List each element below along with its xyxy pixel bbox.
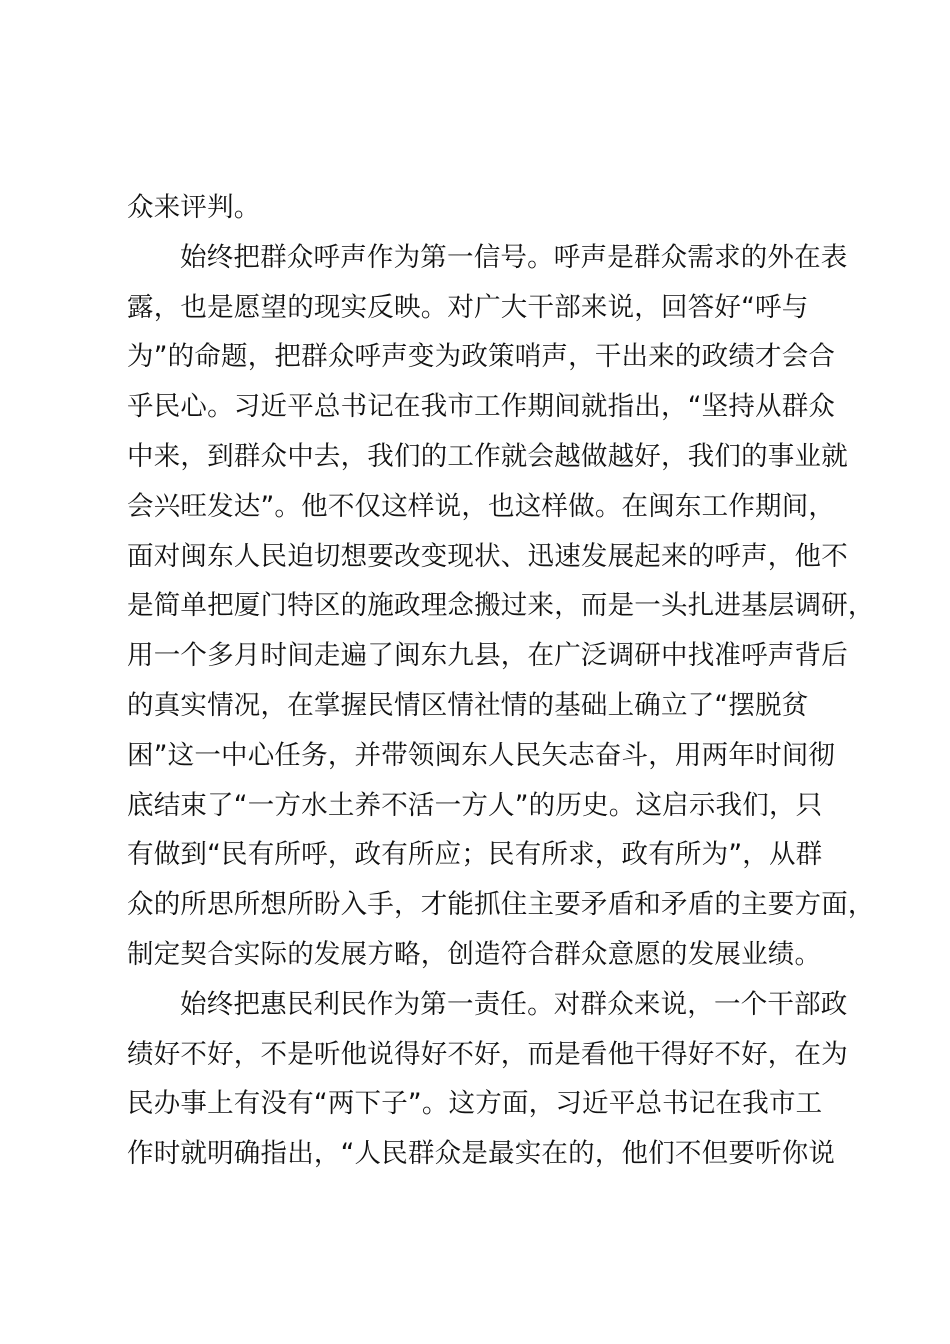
text-line: 乎民心。习近平总书记在我市工作期间就指出，“坚持从群众	[127, 391, 836, 423]
text-line: 的真实情况，在掌握民情区情社情的基础上确立了“摆脱贫	[127, 689, 809, 721]
text-line: 民办事上有没有“两下子”。这方面，习近平总书记在我市工	[127, 1088, 823, 1120]
text-line: 用一个多月时间走遍了闽东九县，在广泛调研中找准呼声背后	[127, 640, 848, 672]
text-line: 中来，到群众中去，我们的工作就会越做越好，我们的事业就	[127, 440, 848, 472]
text-line: 面对闽东人民迫切想要改变现状、迅速发展起来的呼声，他不	[127, 540, 848, 572]
text-line: 困”这一中心任务，并带领闽东人民矢志奋斗，用两年时间彻	[127, 739, 836, 771]
paragraph-start-line: 始终把群众呼声作为第一信号。呼声是群众需求的外在表	[180, 241, 848, 273]
text-line: 露，也是愿望的现实反映。对广大干部来说，回答好“呼与	[127, 291, 809, 323]
text-line: 有做到“民有所呼，政有所应；民有所求，政有所为”，从群	[127, 839, 823, 871]
text-line: 会兴旺发达”。他不仅这样说，也这样做。在闽东工作期间，	[127, 490, 836, 522]
paragraph-start-line: 始终把惠民利民作为第一责任。对群众来说，一个干部政	[180, 988, 848, 1020]
text-line: 制定契合实际的发展方略，创造符合群众意愿的发展业绩。	[127, 938, 822, 970]
text-line: 为”的命题，把群众呼声变为政策哨声，干出来的政绩才会合	[127, 341, 836, 373]
text-line: 绩好不好，不是听他说得好不好，而是看他干得好不好，在为	[127, 1038, 848, 1070]
text-line: 是简单把厦门特区的施政理念搬过来，而是一头扎进基层调研，	[127, 590, 875, 622]
text-line: 众的所思所想所盼入手，才能抓住主要矛盾和矛盾的主要方面，	[127, 889, 875, 921]
text-line: 底结束了“一方水土养不活一方人”的历史。这启示我们，只	[127, 789, 823, 821]
text-line: 众来评判。	[127, 192, 261, 223]
body-text	[127, 183, 875, 1179]
text-line: 作时就明确指出，“人民群众是最实在的，他们不但要听你说	[127, 1138, 836, 1170]
